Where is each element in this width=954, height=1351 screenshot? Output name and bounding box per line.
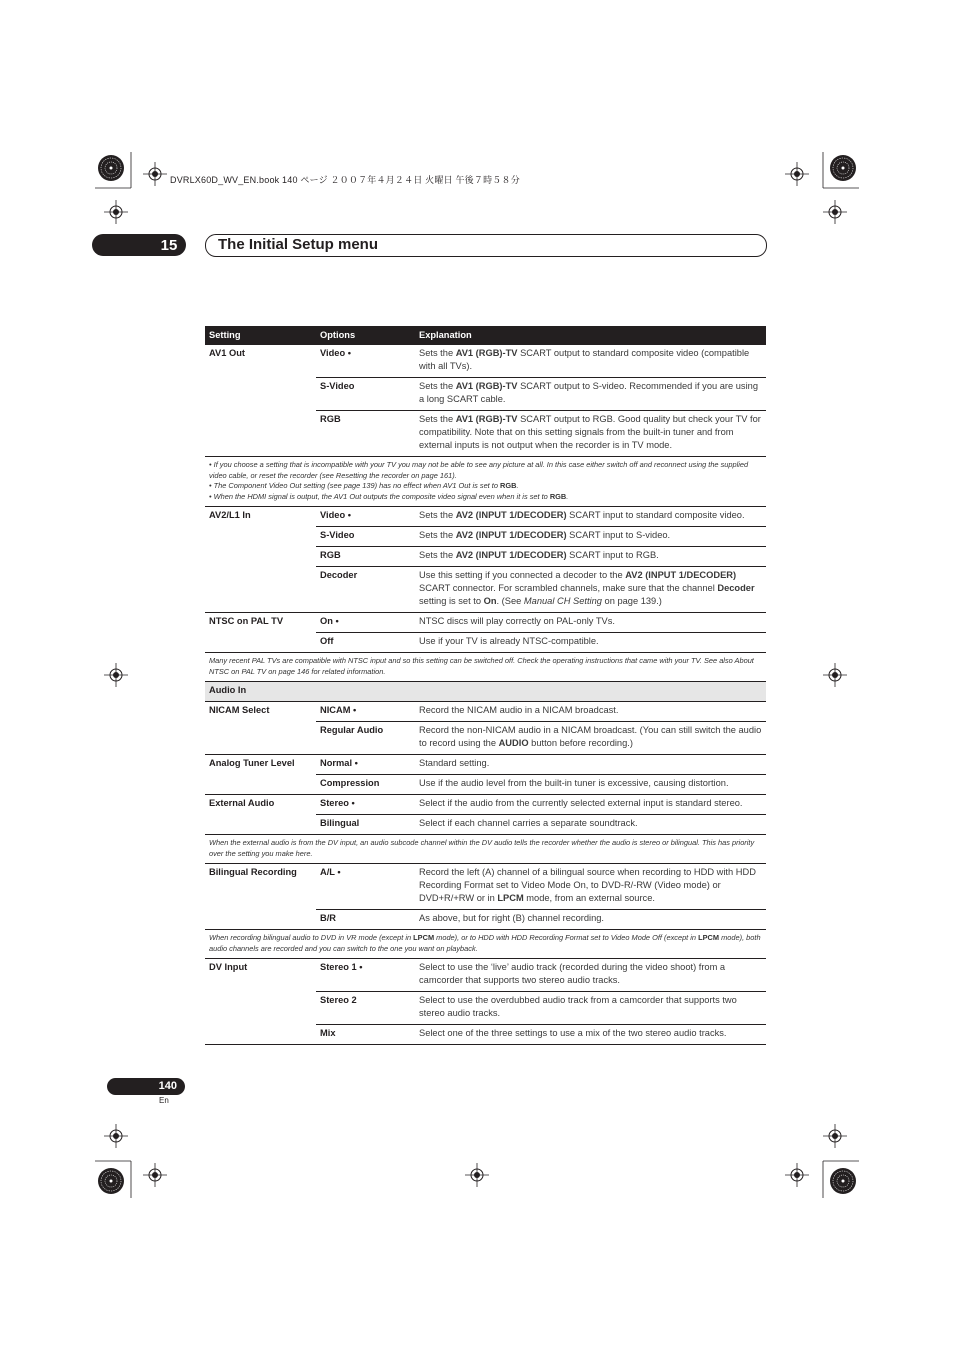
table-row — [205, 795, 766, 815]
note-text: Many recent PAL TVs are compatible with NTSC input and so this setting can be switched off. Check the operating instructions that came with your TV. See also About NTSC on PAL TV on page 146 for related information. — [205, 653, 766, 682]
table-row — [205, 378, 766, 411]
explanation: Record the non-NICAM audio in a NICAM broadcast. (You can still switch the audio to record using the AUDIO button before recording.) — [415, 722, 766, 755]
explanation: Use if the audio level from the built-in tuner is excessive, causing distortion. — [415, 775, 766, 795]
page-title: The Initial Setup menu — [218, 236, 379, 253]
note-row — [205, 653, 766, 682]
option-name: Stereo 2 — [316, 992, 415, 1025]
option-name: Bilingual — [316, 815, 415, 835]
table-row — [205, 527, 766, 547]
explanation: Select one of the three settings to use a mix of the two stereo audio tracks. — [415, 1025, 766, 1045]
header-explanation: Explanation — [415, 326, 766, 345]
page-number: 140 — [158, 1080, 177, 1092]
setting-name: External Audio — [205, 795, 316, 815]
explanation: As above, but for right (B) channel recording. — [415, 910, 766, 930]
section-title: Audio In — [205, 682, 766, 702]
option-name: RGB — [316, 547, 415, 567]
header-setting: Setting — [205, 326, 316, 345]
section-row — [205, 682, 766, 702]
option-name: Decoder — [316, 567, 415, 613]
option-name: Mix — [316, 1025, 415, 1045]
table-row — [205, 775, 766, 795]
option-name: NICAM • — [316, 702, 415, 722]
explanation: Sets the AV1 (RGB)-TV SCART output to standard composite video (compatible with all TVs). — [419, 348, 750, 371]
table-row — [205, 959, 766, 992]
table-row — [205, 702, 766, 722]
table-row — [205, 864, 766, 910]
setting-name: AV2/L1 In — [205, 507, 316, 527]
note-text: When the external audio is from the DV input, an audio subcode channel within the DV audio tells the recorder whether the audio is stereo or bilingual. This has priority over the setting you make here. — [205, 835, 766, 864]
table-row — [205, 1025, 766, 1045]
explanation: Select to use the ‘live’ audio track (recorded during the video shoot) from a camcorder that supports two stereo audio tracks. — [415, 959, 766, 992]
note-row — [205, 930, 766, 959]
table-row — [205, 411, 766, 457]
explanation: Use this setting if you connected a decoder to the AV2 (INPUT 1/DECODER) SCART connector. For scrambled channels, make sure that the channel Decoder setting is set to On. (See Manual CH Setting on page 139.) — [415, 567, 766, 613]
setting-name: NTSC on PAL TV — [205, 613, 316, 633]
explanation: Record the NICAM audio in a NICAM broadcast. — [415, 702, 766, 722]
setting-name: DV Input — [205, 959, 316, 992]
table-row — [205, 992, 766, 1025]
table-row — [205, 345, 766, 378]
file-header: DVRLX60D_WV_EN.book 140 ページ ２００７年４月２４日 火曜日 午後７時５８分 — [170, 175, 520, 185]
note-row — [205, 457, 766, 507]
note-text: • If you choose a setting that is incompatible with your TV you may not be able to see any picture at all. In this case either switch off and reconnect using the supplied video cable, or reset the recorder (see Resetting the recorder on page 161). • The Component Video Out setting (see page 139) has no effect when AV1 Out is set to RGB. • When the HDMI signal is output, the AV1 Out outputs the composite video signal even when it is set to RGB. — [205, 457, 766, 507]
table-row — [205, 755, 766, 775]
table-row — [205, 547, 766, 567]
option-name: Compression — [316, 775, 415, 795]
option-name: B/R — [316, 910, 415, 930]
page-language: En — [159, 1096, 169, 1105]
setting-name: NICAM Select — [205, 702, 316, 722]
option-name: On • — [316, 613, 415, 633]
table-row — [205, 722, 766, 755]
option-name: Stereo 1 • — [316, 959, 415, 992]
table-row — [205, 815, 766, 835]
header-options: Options — [316, 326, 415, 345]
explanation: Sets the AV1 (RGB)-TV SCART output to S-video. Recommended if you are using a long SCART cable. — [415, 378, 766, 411]
option-name: S-Video — [316, 527, 415, 547]
chapter-number: 15 — [160, 237, 178, 254]
setting-name: Analog Tuner Level — [205, 755, 316, 775]
setting-name: Bilingual Recording — [205, 864, 316, 910]
explanation: Standard setting. — [415, 755, 766, 775]
explanation: Record the left (A) channel of a bilingual source when recording to HDD with HDD Recording Format set to Video Mode On, to DVD-R/-RW (Video mode) or DVD+R/+RW or in LPCM mode, from an external source. — [415, 864, 766, 910]
explanation: Select to use the overdubbed audio track from a camcorder that supports two stereo audio tracks. — [415, 992, 766, 1025]
note-text: When recording bilingual audio to DVD in VR mode (except in LPCM mode), or to HDD with HDD Recording Format set to Video Mode Off (except in LPCM mode), both audio channels are recorded and you can switch to the one you want on playback. — [205, 930, 766, 959]
option-name: Off — [316, 633, 415, 653]
table-row — [205, 910, 766, 930]
option-name: A/L • — [316, 864, 415, 910]
explanation: NTSC discs will play correctly on PAL-only TVs. — [415, 613, 766, 633]
table-row — [205, 613, 766, 633]
option-name: S-Video — [316, 378, 415, 411]
option-name: Stereo • — [316, 795, 415, 815]
option-name: Normal • — [316, 755, 415, 775]
setting-name: AV1 Out — [209, 348, 245, 358]
chapter-title-box — [205, 234, 767, 257]
explanation: Select if each channel carries a separate soundtrack. — [415, 815, 766, 835]
option-name: Video • — [320, 348, 351, 358]
explanation: Sets the AV1 (RGB)-TV SCART output to RGB. Good quality but check your TV for compatibility. Note that on this setting signals from the built-in tuner and from external inputs is not output when the recorder is in TV mode. — [415, 411, 766, 457]
table-header-row — [205, 326, 766, 345]
explanation: Sets the AV2 (INPUT 1/DECODER) SCART input to standard composite video. — [415, 507, 766, 527]
table-row — [205, 567, 766, 613]
explanation: Use if your TV is already NTSC-compatible. — [415, 633, 766, 653]
explanation: Select if the audio from the currently selected external input is standard stereo. — [415, 795, 766, 815]
note-row — [205, 835, 766, 864]
table-row — [205, 507, 766, 527]
explanation: Sets the AV2 (INPUT 1/DECODER) SCART input to RGB. — [415, 547, 766, 567]
option-name: Regular Audio — [316, 722, 415, 755]
explanation: Sets the AV2 (INPUT 1/DECODER) SCART input to S-video. — [415, 527, 766, 547]
table-row — [205, 633, 766, 653]
option-name: Video • — [316, 507, 415, 527]
page-number-badge — [107, 1078, 185, 1095]
option-name: RGB — [316, 411, 415, 457]
chapter-badge — [92, 234, 186, 256]
settings-table — [205, 326, 766, 1045]
